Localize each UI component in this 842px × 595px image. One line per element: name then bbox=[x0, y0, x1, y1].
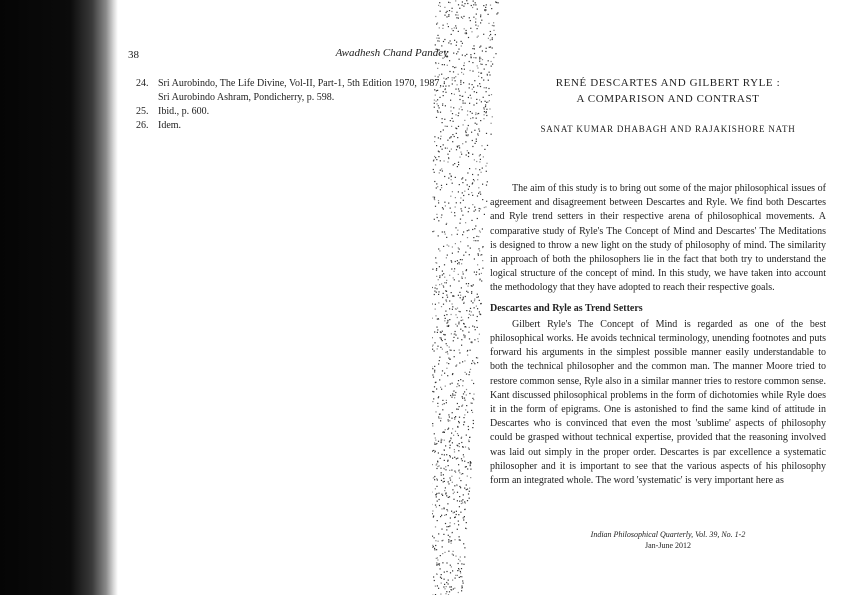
article-title bbox=[508, 75, 828, 107]
section-heading: Descartes and Ryle as Trend Setters bbox=[490, 302, 643, 314]
article-body bbox=[490, 182, 826, 488]
paragraph: The aim of this study is to bring out some of the major philosophical issues of agreement and disagreement between Descartes and Ryle. We find both Descartes and Ryle trend setters in their respective arena of philosophical movements. A comparative study of Ryle's The Concept of Mind and Descartes' The Meditations is designed to throw a new light on the study of philosophy of mind. The similarity in approach of both the philosophers lie in the fact that both try to understand the logical structure of the concept of mind. In this study, we have taken into account the methodology that they have adopted to reach their respective goals. bbox=[490, 183, 826, 294]
endnote bbox=[136, 77, 446, 105]
journal-date: Jan-June 2012 bbox=[645, 541, 691, 550]
endnote-text: Ibid., p. 600. bbox=[158, 106, 210, 117]
endnote-text: Idem. bbox=[158, 120, 182, 131]
endnote-number: 26. bbox=[136, 120, 149, 131]
endnotes bbox=[136, 77, 446, 133]
right-page bbox=[488, 0, 842, 595]
page-number: 38 bbox=[128, 49, 139, 61]
endnote bbox=[136, 105, 446, 119]
journal-name: Indian Philosophical Quarterly, Vol. 39, No. 1-2 bbox=[590, 530, 746, 539]
endnote-text: Sri Aurobindo, The Life Divine, Vol-II, Part-1, 5th Edition 1970, 1987, Sri Aurobindo Ashram, Pondicherry, p. 598. bbox=[158, 78, 442, 103]
running-head: Awadhesh Chand Pandey bbox=[335, 47, 448, 59]
journal-footer bbox=[508, 529, 828, 551]
paragraph: Gilbert Ryle's The Concept of Mind is regarded as one of the best philosophical works. He avoids technical terminology, unending footnotes and puts forward his arguments in the simplest possible manner easily understandable to both the technical philosopher and the common man. The manner Moore tried to restore common sense, Ryle also in a similar manner tries to restore common sense. Kant discussed philosophical problems in the form of dichotomies while Ryle does it in the form of epigrams. One is astonished to find the same kind of attitude in Descartes who is convinced that even the most 'sublime' aspects of philosophy could be grasped without technical expertise, provided that the reasoning involved was laid out simply in the proper order. Descartes is par excellence a systematic philosopher and it is important to see that the various aspects of his philosophy form an integrated whole. The word 'systematic' is very important here as bbox=[490, 318, 826, 487]
article-authors: SANAT KUMAR DHABAGH AND RAJAKISHORE NATH bbox=[540, 124, 796, 134]
title-line-1: RENÉ DESCARTES AND GILBERT RYLE : bbox=[555, 77, 781, 89]
title-line-2: A COMPARISON AND CONTRAST bbox=[576, 93, 760, 105]
endnote-number: 24. bbox=[136, 78, 149, 89]
endnote-number: 25. bbox=[136, 106, 149, 117]
endnote bbox=[136, 119, 446, 133]
scan-shadow-left bbox=[0, 0, 118, 595]
left-page bbox=[118, 0, 448, 595]
